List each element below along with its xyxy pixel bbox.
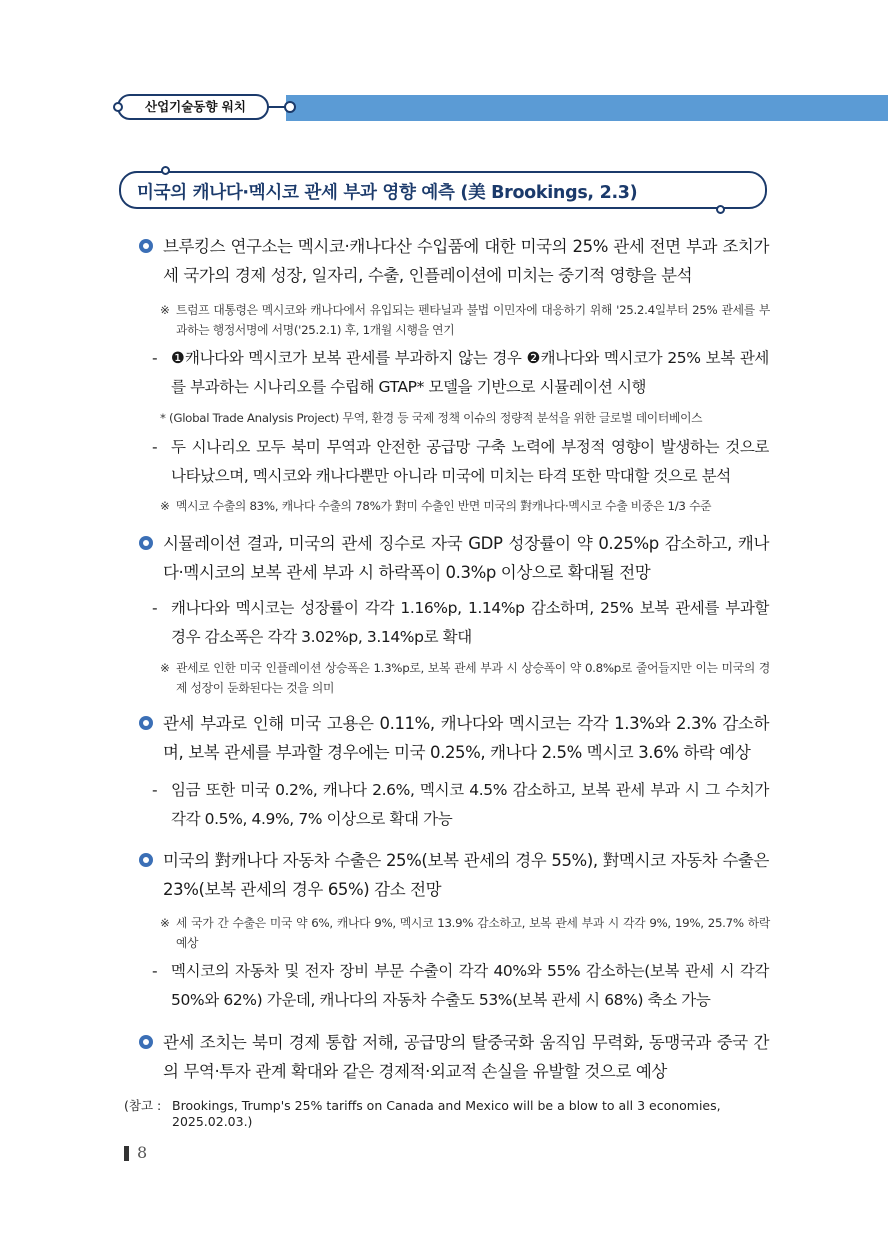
dash-mark: - xyxy=(152,349,158,367)
dash-text: 임금 또한 미국 0.2%, 캐나다 2.6%, 멕시코 4.5% 감소하고, 보복 관세 부과 시 그 수치가 각각 0.5%, 4.9%, 7% 이상으로 확대 가능 xyxy=(171,781,769,828)
note-item xyxy=(160,300,770,340)
note-item xyxy=(160,496,770,516)
footnote: * (Global Trade Analysis Project) 무역, 환경 등 국제 정책 이슈의 정량적 분석을 위한 글로벌 데이터베이스 xyxy=(160,411,703,425)
bullet-text: 시뮬레이션 결과, 미국의 관세 징수로 자국 GDP 성장률이 약 0.25%p 감소하고, 캐나다·멕시코의 보복 관세 부과 시 하락폭이 0.3%p 이상으로 확대될 전망 xyxy=(163,534,769,582)
bullet-item xyxy=(139,232,769,290)
dash-mark: - xyxy=(152,781,158,799)
bullet-item xyxy=(139,846,769,904)
dash-item xyxy=(152,594,769,652)
dash-mark: - xyxy=(152,962,158,980)
note-item xyxy=(160,658,770,698)
bullet-text: 브루킹스 연구소는 멕시코·캐나다산 수입품에 대한 미국의 25% 관세 전면 부과 조치가 세 국가의 경제 성장, 일자리, 수출, 인플레이션에 미치는 중기적 영향을 분석 xyxy=(163,237,769,285)
header-dot-icon xyxy=(284,101,296,113)
header-text: 산업기술동향 워치 xyxy=(145,99,246,114)
dash-text: ❶캐나다와 멕시코가 보복 관세를 부과하지 않는 경우 ❷캐나다와 멕시코가 25% 보복 관세를 부과하는 시나리오를 수립해 GTAP* 모델을 기반으로 시뮬레이션 시행 xyxy=(171,349,769,396)
bullet-item xyxy=(139,529,769,587)
title-knob-top-icon xyxy=(161,166,170,175)
note-item xyxy=(160,913,770,953)
dash-text: 두 시나리오 모두 북미 무역과 안전한 공급망 구축 노력에 부정적 영향이 발생하는 것으로 나타났으며, 멕시코와 캐나다뿐만 아니라 미국에 미치는 타격 또한 막대할 것으로 분석 xyxy=(171,438,769,485)
header-band xyxy=(286,95,888,121)
dash-mark: - xyxy=(152,599,158,617)
note-mark: ※ xyxy=(160,499,170,513)
note-mark: ※ xyxy=(160,303,170,317)
note-mark: ※ xyxy=(160,661,170,675)
reference-label: (참고 : xyxy=(124,1098,162,1113)
bullet-icon xyxy=(139,1035,153,1049)
reference-text: Brookings, Trump's 25% tariffs on Canada and Mexico will be a blow to all 3 economies, 2025.02.03.) xyxy=(172,1098,721,1129)
note-text: 세 국가 간 수출은 미국 약 6%, 캐나다 9%, 멕시코 13.9% 감소하고, 보복 관세 부과 시 각각 9%, 19%, 25.7% 하락 예상 xyxy=(176,916,770,950)
dash-item xyxy=(152,957,769,1015)
bullet-icon xyxy=(139,239,153,253)
note-text: 관세로 인한 미국 인플레이션 상승폭은 1.3%p로, 보복 관세 부과 시 상승폭이 약 0.8%p로 줄어들지만 이는 미국의 경제 성장이 둔화된다는 것을 의미 xyxy=(176,661,770,695)
dash-item xyxy=(152,344,769,402)
bullet-text: 미국의 對캐나다 자동차 수출은 25%(보복 관세의 경우 55%), 對멕시코 자동차 수출은 23%(보복 관세의 경우 65%) 감소 전망 xyxy=(163,851,769,899)
header-dot-left-icon xyxy=(113,102,123,112)
dash-mark: - xyxy=(152,438,158,456)
bullet-icon xyxy=(139,716,153,730)
bullet-text: 관세 조치는 북미 경제 통합 저해, 공급망의 탈중국화 움직임 무력화, 동맹국과 중국 간의 무역·투자 관계 확대와 같은 경제적·외교적 손실을 유발할 것으로 예상 xyxy=(163,1033,769,1081)
title-knob-bottom-icon xyxy=(716,205,725,214)
section-title-box xyxy=(119,171,767,209)
bullet-text: 관세 부과로 인해 미국 고용은 0.11%, 캐나다와 멕시코는 각각 1.3%와 2.3% 감소하며, 보복 관세를 부과할 경우에는 미국 0.25%, 캐나다 2.5% 멕시코 3.6% 하락 예상 xyxy=(163,714,769,762)
dash-item xyxy=(152,776,769,834)
dash-text: 캐나다와 멕시코는 성장률이 각각 1.16%p, 1.14%p 감소하며, 25% 보복 관세를 부과할 경우 감소폭은 각각 3.02%p, 3.14%p로 확대 xyxy=(171,599,769,646)
dash-item xyxy=(152,433,769,491)
page-number: 8 xyxy=(137,1143,148,1162)
note-mark: ※ xyxy=(160,916,170,930)
header-label xyxy=(117,94,269,120)
bullet-icon xyxy=(139,853,153,867)
note-text: 멕시코 수출의 83%, 캐나다 수출의 78%가 對미 수출인 반면 미국의 對캐나다·멕시코 수출 비중은 1/3 수준 xyxy=(176,499,712,513)
bullet-item xyxy=(139,709,769,767)
bullet-item xyxy=(139,1028,769,1086)
dash-text: 멕시코의 자동차 및 전자 장비 부문 수출이 각각 40%와 55% 감소하는(보복 관세 시 각각 50%와 62%) 가운데, 캐나다의 자동차 수출도 53%(보복 관세 시 68%) 축소 가능 xyxy=(171,962,769,1009)
bullet-icon xyxy=(139,536,153,550)
page-marker-icon xyxy=(124,1146,129,1161)
reference xyxy=(124,1098,770,1130)
section-title: 미국의 캐나다·멕시코 관세 부과 영향 예측 (美 Brookings, 2.3) xyxy=(137,183,638,203)
note-text: 트럼프 대통령은 멕시코와 캐나다에서 유입되는 펜타닐과 불법 이민자에 대응하기 위해 '25.2.4일부터 25% 관세를 부과하는 행정서명에 서명('25.2.1) 후, 1개월 시행을 연기 xyxy=(176,303,770,337)
